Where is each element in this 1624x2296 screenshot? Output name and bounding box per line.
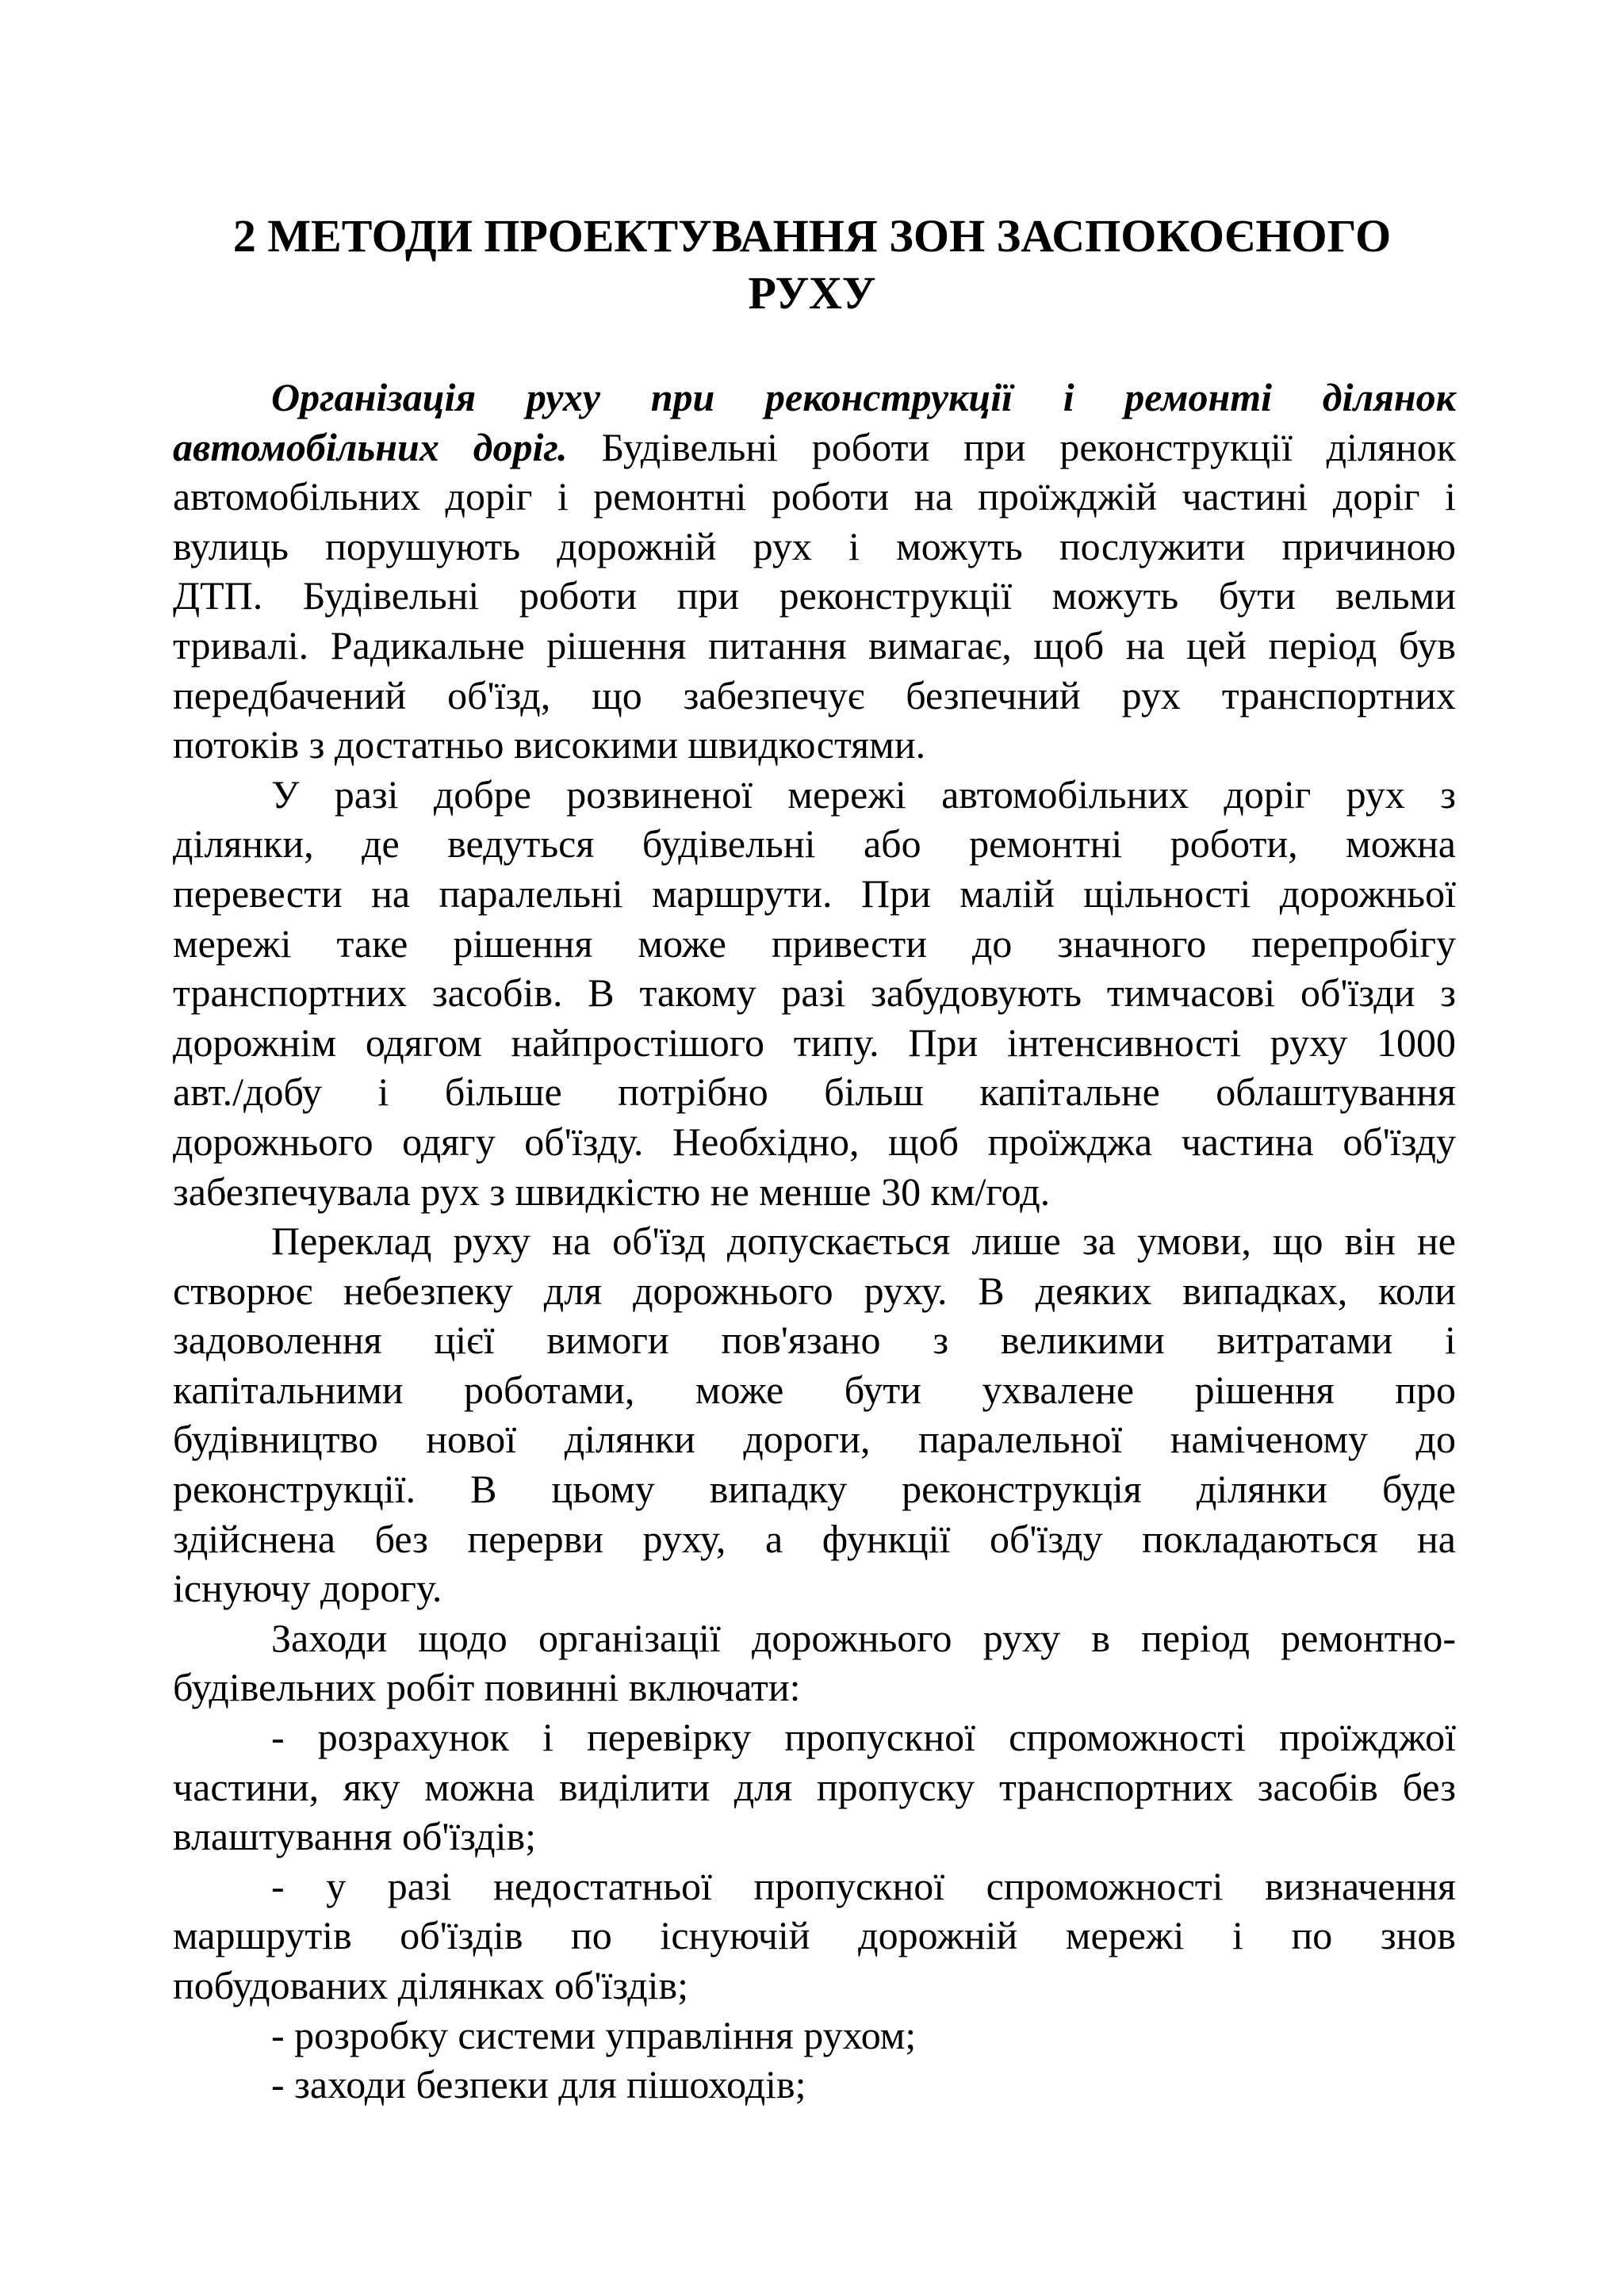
text-line: тривалі. Радикальне рішення питання вимагає, щоб на цей період був — [173, 622, 1456, 668]
paragraph-lead-heading: Організація руху при реконструкції і ремонті ділянок — [271, 375, 1456, 419]
text-line: забезпечувала рух з швидкістю не менше 30 км/год. — [173, 1169, 1051, 1214]
text-line: - у разі недостатньої пропускної спроможності визначення — [271, 1863, 1456, 1908]
text-line: потоків з достатньо високими швидкостями. — [173, 722, 926, 767]
text-line: здійснена без перерви руху, а функції об'їзду покладаються на — [173, 1516, 1456, 1561]
text-line: автомобільних доріг і ремонтні роботи на проїжджій частині доріг і — [173, 474, 1456, 519]
text-line: дорожнього одягу об'їзду. Необхідно, щоб проїжджа частина об'їзду — [173, 1119, 1456, 1164]
text-line: будівельних робіт повинні включати: — [173, 1665, 801, 1710]
list-item — [173, 1712, 1456, 1862]
list-item — [173, 2060, 1456, 2110]
paragraph-detour-conditions — [173, 1216, 1456, 1613]
text-line: - розробку системи управління рухом; — [271, 2012, 917, 2057]
section-title-line-2: РУХУ — [748, 267, 876, 319]
text-line: будівництво нової ділянки дороги, паралельної наміченому до — [173, 1417, 1456, 1462]
text-line: побудованих ділянках об'їздів; — [173, 1963, 689, 2007]
paragraph-lead-heading-end: автомобільних доріг. — [173, 424, 568, 469]
text-line: передбачений об'їзд, що забезпечує безпечний рух транспортних — [173, 672, 1456, 718]
paragraph-measures-intro — [173, 1613, 1456, 1712]
paragraph-parallel-routes — [173, 770, 1456, 1216]
document-body — [173, 373, 1456, 2110]
text-line: транспортних засобів. В такому разі забудовують тимчасові об'їзди з — [173, 970, 1456, 1016]
list-item — [173, 1862, 1456, 2011]
text-line: У разі добре розвиненої мережі автомобільних доріг рух з — [271, 771, 1456, 817]
text-line: - заходи безпеки для пішоходів; — [271, 2062, 806, 2107]
text-line: капітальними роботами, може бути ухвалене рішення про — [173, 1367, 1456, 1412]
text-line: влаштування об'їздів; — [173, 1814, 536, 1859]
text-line: Заходи щодо організації дорожнього руху в період ремонтно- — [271, 1615, 1456, 1660]
text-line: вулиць порушують дорожній рух і можуть послужити причиною — [173, 523, 1456, 568]
section-title — [159, 208, 1465, 322]
text-line: мережі таке рішення може привести до значного перепробігу — [173, 920, 1456, 966]
text-line: реконструкції. В цьому випадку реконструкція ділянки буде — [173, 1467, 1456, 1512]
text-line: Переклад руху на об'їзд допускається лише за умови, що він не — [271, 1219, 1456, 1264]
text-line: задоволення цієї вимоги пов'язано з великими витратами і — [173, 1318, 1456, 1363]
text-line: частини, яку можна виділити для пропуску транспортних засобів без — [173, 1764, 1456, 1809]
list-item — [173, 2011, 1456, 2061]
text-line: перевести на паралельні маршрути. При малій щільності дорожньої — [173, 871, 1456, 916]
paragraph-road-reconstruction — [173, 373, 1456, 770]
text-line: авт./добу і більше потрібно більш капітальне облаштування — [173, 1070, 1456, 1115]
text-line: дорожнім одягом найпростішого типу. При інтенсивності руху 1000 — [173, 1020, 1456, 1065]
section-title-line-1: 2 МЕТОДИ ПРОЕКТУВАННЯ ЗОН ЗАСПОКОЄНОГО — [232, 210, 1392, 262]
text-line: створює небезпеку для дорожнього руху. В деяких випадках, коли — [173, 1268, 1456, 1313]
text-line — [173, 423, 1456, 473]
text-fragment: Будівельні роботи при реконструкції ділянок — [567, 424, 1456, 469]
text-line: ділянки, де ведуться будівельні або ремонтні роботи, можна — [173, 821, 1456, 867]
text-line: - розрахунок і перевірку пропускної спроможності проїжджої — [271, 1715, 1456, 1760]
text-line: маршрутів об'їздів по існуючій дорожній мережі і по знов — [173, 1913, 1456, 1958]
text-line: існуючу дорогу. — [173, 1566, 442, 1611]
text-line: ДТП. Будівельні роботи при реконструкції можуть бути вельми — [173, 573, 1456, 618]
